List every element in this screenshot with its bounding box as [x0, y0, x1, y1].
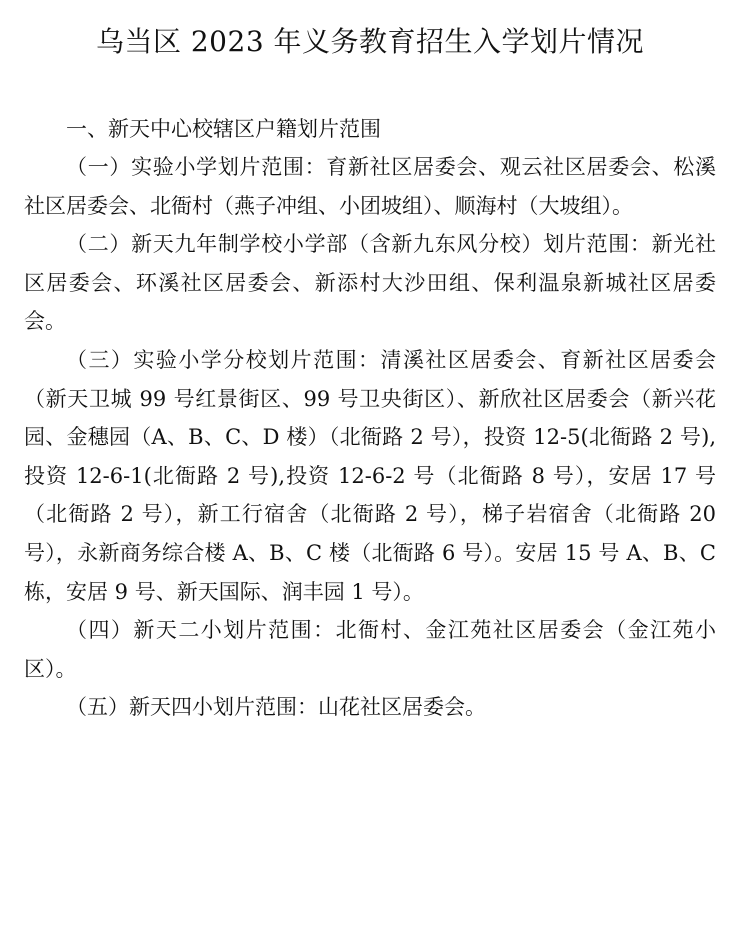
document-title: 乌当区 2023 年义务教育招生入学划片情况 — [95, 25, 645, 58]
paragraph-1: （一）实验小学划片范围：育新社区居委会、观云社区居委会、松溪社区居委会、北衙村（燕子冲组、小团坡组）、顺海村（大坡组）。 — [24, 155, 716, 218]
paragraph-5: （五）新天四小划片范围：山花社区居委会。 — [66, 695, 486, 720]
paragraph-2: （二）新天九年制学校小学部（含新九东风分校）划片范围：新光社区居委会、环溪社区居委会、新添村大沙田组、保利温泉新城社区居委会。 — [24, 232, 716, 334]
paragraph-3: （三）实验小学分校划片范围：清溪社区居委会、育新社区居委会（新天卫城 99 号红景街区、99 号卫央街区）、新欣社区居委会（新兴花园、金穗园（A、B、C、D 楼）（北衙路 2 号），投资 12-5(北衙路 2 号),投资 12-6-1(北衙路 2 号),投资 12-6-2 号（北衙路 8 号），安居 17 号（北衙路 2 号），新工行宿舍（北衙路 2 号），梯子岩宿舍（北衙路 20 号），永新商务综合楼 A、B、C 楼（北衙路 6 号）。安居 15 号 A、B、C 栋，安居 9 号、新天国际、润丰园 1 号）。 — [24, 347, 716, 604]
paragraph-4: （四）新天二小划片范围：北衙村、金江苑社区居委会（金江苑小区）。 — [24, 618, 716, 681]
section-heading: 一、新天中心校辖区户籍划片范围 — [66, 117, 381, 141]
